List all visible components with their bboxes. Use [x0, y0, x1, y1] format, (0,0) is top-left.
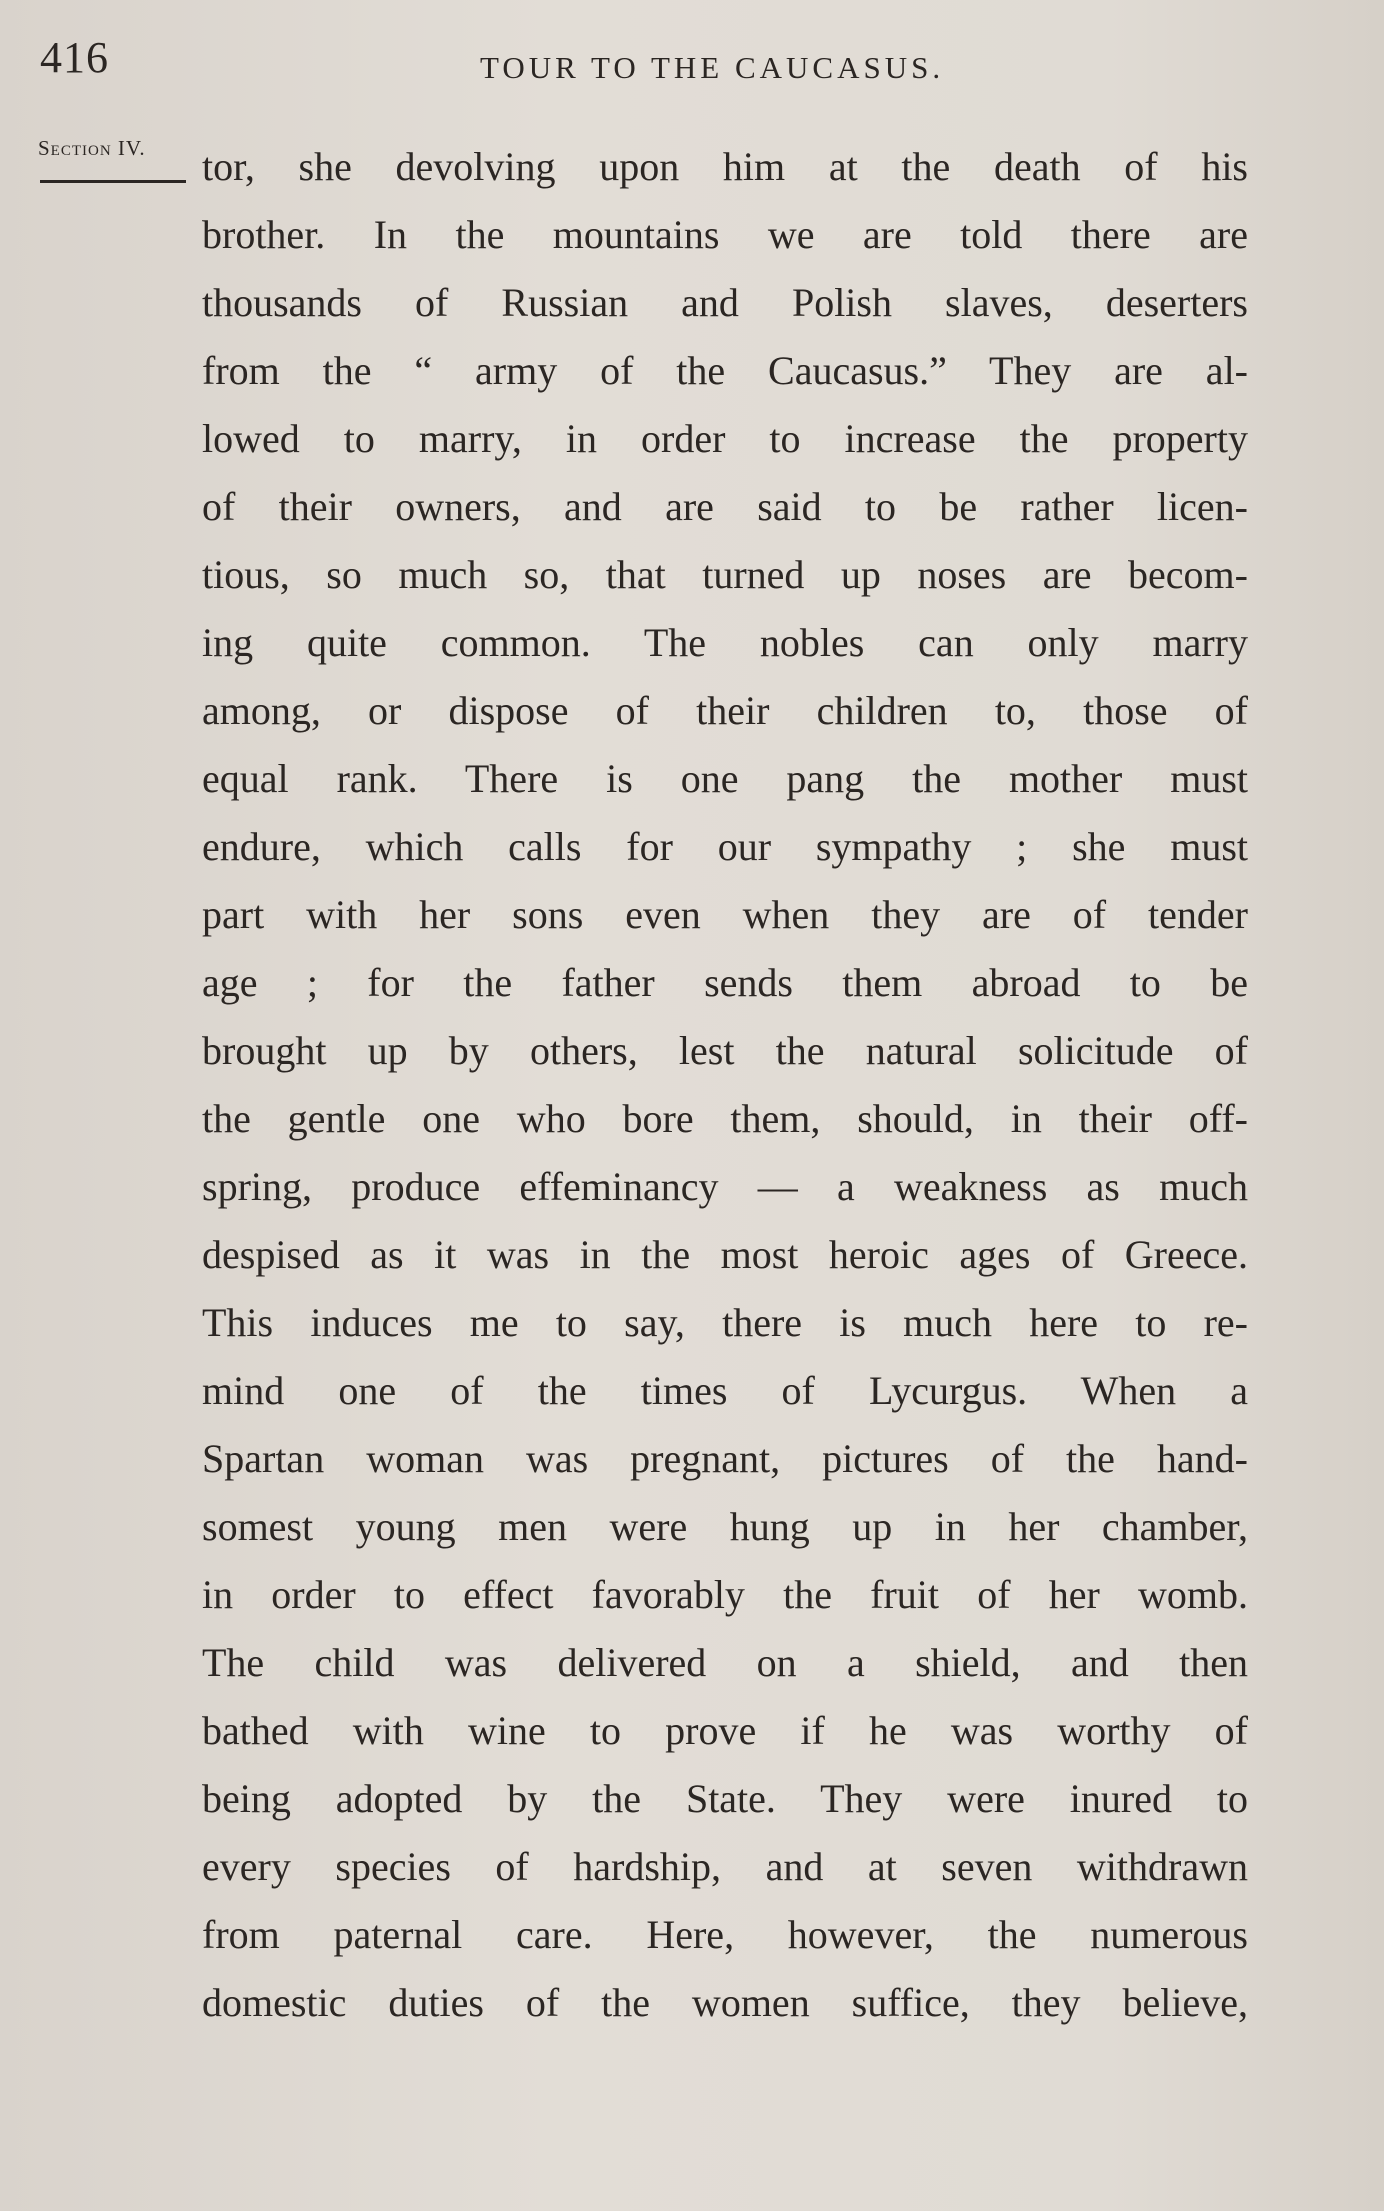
text-line: mind one of the times of Lycurgus. When a: [202, 1368, 1248, 1413]
text-line: brother. In the mountains we are told there are: [202, 212, 1248, 257]
text-line: the gentle one who bore them, should, in their off-: [202, 1096, 1248, 1141]
text-line: from the “ army of the Caucasus.” They are al-: [202, 348, 1248, 393]
text-line: among, or dispose of their children to, those of: [202, 688, 1248, 733]
text-line: This induces me to say, there is much here to re-: [202, 1300, 1248, 1345]
text-line: domestic duties of the women suffice, they believe,: [202, 1980, 1248, 2025]
section-label: Section IV.: [38, 136, 146, 160]
text-line: somest young men were hung up in her chamber,: [202, 1504, 1248, 1549]
text-line: brought up by others, lest the natural solicitude of: [202, 1028, 1248, 1073]
text-line: every species of hardship, and at seven withdrawn: [202, 1844, 1248, 1889]
text-line: tious, so much so, that turned up noses are becom-: [202, 552, 1248, 597]
text-line: spring, produce effeminancy — a weakness as much: [202, 1164, 1248, 1209]
text-line: Spartan woman was pregnant, pictures of the hand-: [202, 1436, 1248, 1481]
text-line: ing quite common. The nobles can only marry: [202, 620, 1248, 665]
text-line: lowed to marry, in order to increase the property: [202, 416, 1248, 461]
page-number: 416: [40, 33, 109, 82]
text-line: The child was delivered on a shield, and then: [202, 1640, 1248, 1685]
text-line: of their owners, and are said to be rather licen-: [202, 484, 1248, 529]
text-line: tor, she devolving upon him at the death of his: [202, 144, 1248, 189]
text-line: endure, which calls for our sympathy ; she must: [202, 824, 1248, 869]
text-line: thousands of Russian and Polish slaves, deserters: [202, 280, 1248, 325]
text-line: in order to effect favorably the fruit of her womb.: [202, 1572, 1248, 1617]
text-line: equal rank. There is one pang the mother must: [202, 756, 1248, 801]
text-line: from paternal care. Here, however, the numerous: [202, 1912, 1248, 1957]
text-line: being adopted by the State. They were inured to: [202, 1776, 1248, 1821]
running-title: TOUR TO THE CAUCASUS.: [480, 50, 945, 85]
text-line: bathed with wine to prove if he was worthy of: [202, 1708, 1248, 1753]
text-line: part with her sons even when they are of tender: [202, 892, 1248, 937]
text-line: age ; for the father sends them abroad to be: [202, 960, 1248, 1005]
text-line: despised as it was in the most heroic ages of Greece.: [202, 1232, 1248, 1277]
